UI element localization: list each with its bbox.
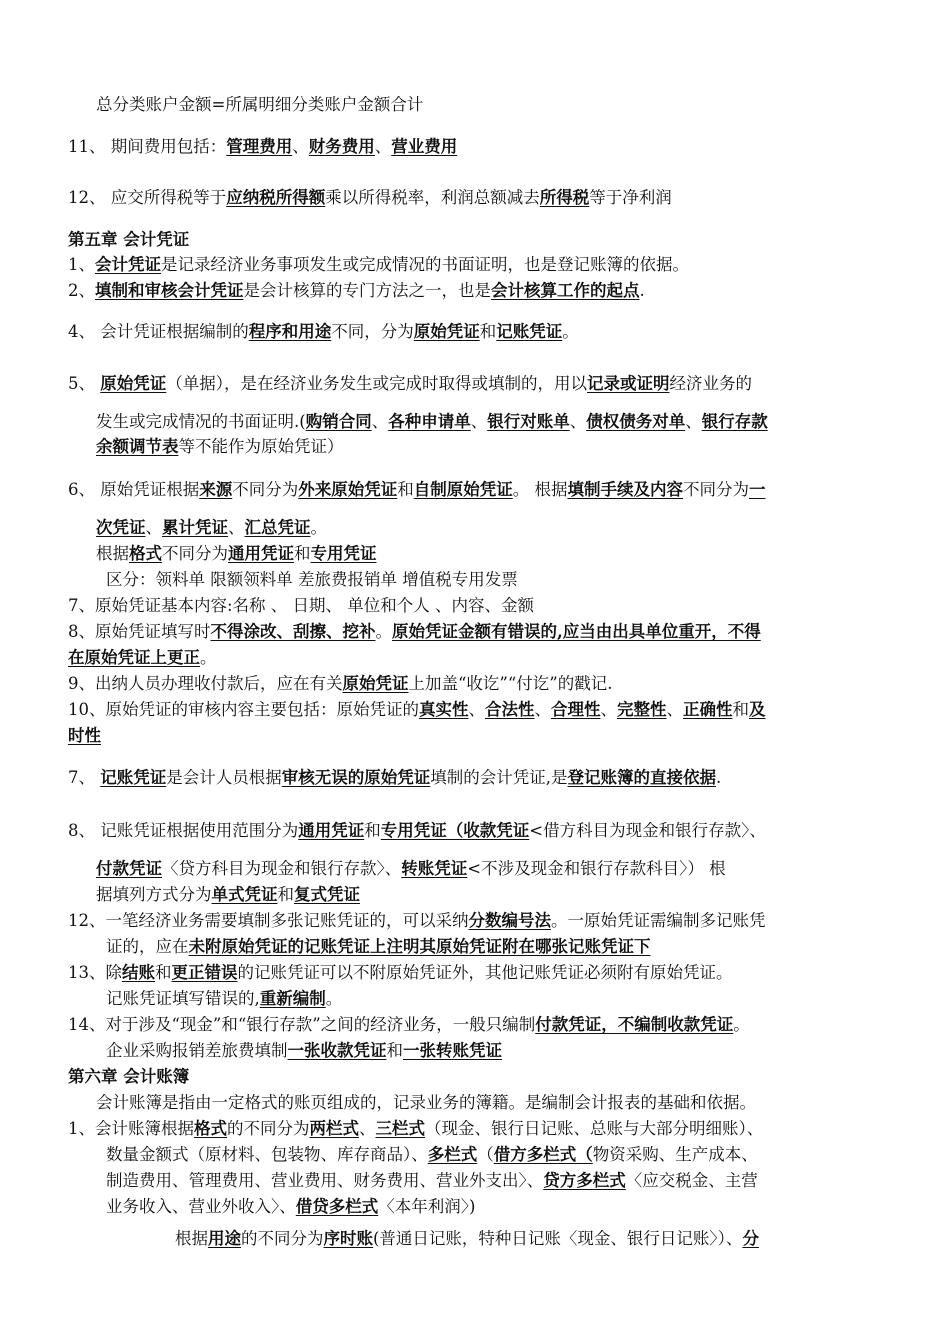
text-segment: 经济业务的 — [669, 374, 752, 393]
underlined-term: 付款凭证 — [96, 859, 162, 878]
text-line — [68, 373, 883, 395]
underlined-term: 复式凭证 — [294, 885, 360, 904]
underlined-term: 借方多栏式（ — [493, 1145, 593, 1164]
text-segment: 12、 应交所得税等于 — [68, 188, 227, 207]
text-line — [68, 962, 883, 984]
text-line — [106, 1040, 921, 1062]
text-line — [68, 595, 883, 617]
text-line — [106, 988, 921, 1010]
text-segment: 、 — [600, 700, 617, 719]
text-line — [68, 321, 883, 343]
underlined-term: 累计凭证 — [162, 518, 228, 537]
text-segment: 区分：领料单 限额领料单 差旅费报销单 增值税专用发票 — [106, 570, 518, 589]
underlined-term: 管理费用 — [226, 137, 293, 156]
text-segment: <借方科目为现金和银行存款〉、 — [529, 821, 766, 840]
text-segment: . — [639, 281, 645, 300]
text-segment: 〈贷方科目为现金和银行存款〉、 — [162, 859, 402, 878]
text-segment: 等不能作为原始凭证） — [178, 437, 344, 456]
underlined-term: 各种申请单 — [388, 412, 471, 431]
underlined-term: 完整性 — [617, 700, 667, 719]
underlined-term: 真实性 — [419, 700, 469, 719]
text-segment: 6、 原始凭证根据 — [68, 480, 200, 499]
text-segment: 物资采购、生产成本、 — [592, 1145, 758, 1164]
text-line — [68, 725, 883, 747]
text-line — [68, 673, 883, 695]
text-segment: （单据），是在经济业务发生或完成时取得或填制的，用以 — [166, 374, 587, 393]
text-line — [106, 936, 921, 958]
text-segment: 和 — [479, 322, 497, 341]
text-segment: 5、 — [68, 374, 101, 393]
text-segment: 根据 — [175, 1229, 208, 1248]
text-segment: 是记录经济业务事项发生或完成情况的书面证明，也是登记账簿的依据。 — [161, 255, 689, 274]
underlined-term: 记账凭证 — [496, 322, 563, 341]
text-segment: 数量金额式（原材料、包装物、库存商品）、 — [106, 1145, 428, 1164]
text-segment: 10、原始凭证的审核内容主要包括：原始凭证的 — [68, 700, 419, 719]
chapter-heading: 第六章 会计账簿 — [68, 1067, 190, 1086]
text-segment: 乘以所得税率，利润总额减去 — [325, 188, 540, 207]
text-segment: 、 — [228, 518, 245, 537]
text-line — [68, 621, 883, 643]
text-segment: 证的，应在 — [106, 937, 189, 956]
underlined-term: 及 — [749, 700, 766, 719]
underlined-term: 登记账簿的直接依据 — [567, 768, 716, 787]
text-segment: 和 — [155, 963, 172, 982]
text-segment: 的不同分为 — [227, 1119, 310, 1138]
underlined-term: 分 — [742, 1229, 759, 1248]
text-segment: 、 — [145, 518, 162, 537]
underlined-term: 一张转账凭证 — [403, 1041, 502, 1060]
text-segment: 会计账簿是指由一定格式的账页组成的，记录业务的簿籍。是编制会计报表的基础和依据。 — [96, 1093, 756, 1112]
text-line — [96, 858, 911, 880]
text-segment: 13、除 — [68, 963, 122, 982]
text-segment: 是会计核算的专门方法之一，也是 — [243, 281, 491, 300]
text-line — [68, 1014, 883, 1036]
text-segment: 等于净利润 — [589, 188, 672, 207]
text-segment: 填制的会计凭证,是 — [430, 768, 568, 787]
underlined-term: 填制和审核会计凭证 — [95, 281, 244, 300]
text-segment: 记账凭证填写错误的, — [106, 989, 260, 1008]
text-segment: 8、 记账凭证根据使用范围分为 — [68, 821, 299, 840]
text-segment: （ — [477, 1145, 494, 1164]
text-segment: (普通日记账，特种日记账〈现金、银行日记账〉）、 — [373, 1229, 743, 1248]
text-segment: 4、 会计凭证根据编制的 — [68, 322, 249, 341]
underlined-term: 格式 — [194, 1119, 227, 1138]
underlined-term: 转账凭证 — [401, 859, 468, 878]
text-segment: 总分类账户金额=所属明细分类账户金额合计 — [96, 95, 424, 114]
text-segment: 〈应交税金、主营 — [625, 1171, 758, 1190]
text-segment: 据填列方式分为 — [96, 885, 212, 904]
text-segment: 是会计人员根据 — [166, 768, 282, 787]
text-segment: 7、 — [68, 768, 101, 787]
text-segment: 、 — [468, 700, 485, 719]
text-line — [106, 1144, 921, 1166]
underlined-term: 三栏式 — [375, 1119, 425, 1138]
text-line — [96, 543, 911, 565]
text-segment: 9、出纳人员办理收付款后，应在有关 — [68, 674, 343, 693]
text-line — [68, 820, 883, 842]
underlined-term: 原始凭证 — [100, 374, 167, 393]
text-line — [96, 517, 911, 539]
text-segment: 不同，分为 — [331, 322, 414, 341]
underlined-term: 付款凭证，不编制收款凭证 — [535, 1015, 734, 1034]
text-segment: 发生或完成情况的书面证明.( — [96, 412, 306, 431]
text-segment: 。 — [562, 322, 579, 341]
text-segment: 。 — [733, 1015, 750, 1034]
text-line — [68, 1066, 883, 1088]
underlined-term: 填制手续及内容 — [567, 480, 683, 499]
text-segment: 。 — [325, 989, 343, 1008]
underlined-term: 会计核算工作的起点 — [491, 281, 640, 300]
underlined-term: 贷方多栏式 — [543, 1171, 626, 1190]
underlined-term: 格式 — [129, 544, 162, 563]
text-segment: 、 — [666, 700, 683, 719]
text-segment: . — [716, 768, 722, 787]
text-segment: 2、 — [68, 281, 95, 300]
text-segment: 、 — [534, 700, 551, 719]
underlined-term: 分数编号法 — [468, 911, 551, 930]
text-segment: 上加盖“收讫”“付讫”的戳记. — [408, 674, 613, 693]
underlined-term: 余额调节表 — [96, 437, 179, 456]
underlined-term: 自制原始凭证 — [413, 480, 513, 499]
text-segment: 不同分为 — [683, 480, 749, 499]
text-segment: 1、 — [68, 255, 95, 274]
text-line — [68, 254, 883, 276]
underlined-term: 通用凭证 — [228, 544, 294, 563]
underlined-term: 记录或证明 — [587, 374, 670, 393]
underlined-term: 多栏式 — [427, 1145, 478, 1164]
text-segment: 。一原始凭证需编制多记账凭 — [551, 911, 766, 930]
chapter-heading: 第五章 会计凭证 — [68, 230, 190, 249]
text-segment: 的不同分为 — [241, 1229, 324, 1248]
underlined-term: 购销合同 — [305, 412, 372, 431]
text-line — [106, 1170, 921, 1192]
text-line — [96, 436, 911, 458]
text-line — [68, 229, 883, 251]
text-segment: 。 — [375, 622, 392, 641]
text-segment: 8、原始凭证填写时 — [68, 622, 211, 641]
text-segment: 14、对于涉及“现金”和“银行存款”之间的经济业务，一般只编制 — [68, 1015, 536, 1034]
text-line — [68, 187, 883, 209]
text-line — [68, 910, 883, 932]
underlined-term: 一张收款凭证 — [287, 1041, 387, 1060]
text-line — [106, 1196, 921, 1218]
text-segment: 、 — [371, 412, 389, 431]
text-segment: 根据 — [96, 544, 129, 563]
underlined-term: 专用凭证 — [310, 544, 377, 563]
underlined-term: 财务费用 — [308, 137, 375, 156]
text-line — [68, 479, 883, 501]
text-segment: 、 — [374, 137, 392, 156]
text-segment: 11、 期间费用包括： — [68, 137, 227, 156]
underlined-term: 营业费用 — [391, 137, 458, 156]
text-segment: 和 — [294, 544, 311, 563]
underlined-term: 汇总凭证 — [244, 518, 311, 537]
text-segment: 、 — [470, 412, 488, 431]
underlined-term: 结账 — [122, 963, 155, 982]
text-segment: 、 — [685, 412, 702, 431]
underlined-term: 审核无误的原始凭证 — [281, 768, 431, 787]
text-segment: 和 — [386, 1041, 403, 1060]
underlined-term: 银行对账单 — [487, 412, 570, 431]
text-line — [68, 1118, 883, 1140]
text-segment: 。 — [310, 518, 327, 537]
underlined-term: 次凭证 — [96, 518, 146, 537]
underlined-term: 不得涂改、刮擦、挖补 — [210, 622, 376, 641]
text-segment: 不同分为 — [232, 480, 299, 499]
text-segment: 。 — [200, 648, 217, 667]
underlined-term: 应纳税所得额 — [226, 188, 326, 207]
text-segment: 不同分为 — [162, 544, 228, 563]
text-line — [68, 767, 883, 789]
underlined-term: 时性 — [68, 726, 101, 745]
underlined-term: 来源 — [199, 480, 233, 499]
text-line — [96, 94, 911, 116]
underlined-term: 更正错误 — [171, 963, 238, 982]
text-segment: 制造费用、管理费用、营业费用、财务费用、营业外支出〉、 — [106, 1171, 544, 1190]
text-line — [68, 136, 883, 158]
text-line — [68, 647, 883, 669]
underlined-term: 序时账 — [323, 1229, 373, 1248]
text-segment: 。 根据 — [512, 480, 568, 499]
underlined-term: 合理性 — [551, 700, 601, 719]
text-segment: 〈本年利润〉) — [378, 1197, 476, 1216]
text-segment: 、 — [292, 137, 309, 156]
underlined-term: 重新编制 — [259, 989, 326, 1008]
text-segment: 企业采购报销差旅费填制 — [106, 1041, 288, 1060]
text-segment: 和 — [364, 821, 381, 840]
text-segment: 7、原始凭证基本内容:名称 、 日期、 单位和个人 、内容、金额 — [68, 596, 535, 615]
text-segment: 、 — [359, 1119, 376, 1138]
text-segment: <不涉及现金和银行存款科目〉） 根 — [467, 859, 726, 878]
text-segment: 业务收入、营业外收入〉、 — [106, 1197, 296, 1216]
underlined-term: 记账凭证 — [100, 768, 167, 787]
underlined-term: 专用凭证（收款凭证 — [380, 821, 530, 840]
underlined-term: 在原始凭证上更正 — [68, 648, 200, 667]
underlined-term: 会计凭证 — [95, 255, 161, 274]
underlined-term: 所得税 — [539, 188, 590, 207]
text-line — [68, 280, 883, 302]
text-segment: （现金、银行日记账、总账与大部分明细账）、 — [425, 1119, 764, 1138]
underlined-term: 银行存款 — [701, 412, 768, 431]
underlined-term: 程序和用途 — [248, 322, 332, 341]
text-segment: 的记账凭证可以不附原始凭证外，其他记账凭证必须附有原始凭证。 — [237, 963, 733, 982]
underlined-term: 单式凭证 — [211, 885, 278, 904]
underlined-term: 通用凭证 — [298, 821, 365, 840]
text-line — [96, 884, 911, 906]
underlined-term: 原始凭证 — [342, 674, 409, 693]
text-line — [96, 411, 911, 433]
text-segment: 和 — [277, 885, 294, 904]
underlined-term: 正确性 — [683, 700, 733, 719]
underlined-term: 借贷多栏式 — [295, 1197, 379, 1216]
text-segment: 和 — [397, 480, 414, 499]
text-line — [96, 1092, 911, 1114]
text-line — [68, 699, 883, 721]
text-segment: 12、一笔经济业务需要填制多张记账凭证的，可以采纳 — [68, 911, 469, 930]
text-segment: 1、会计账簿根据 — [68, 1119, 194, 1138]
underlined-term: 原始凭证 — [413, 322, 480, 341]
underlined-term: 用途 — [208, 1229, 241, 1248]
underlined-term: 债权债务对单 — [586, 412, 686, 431]
text-segment: 和 — [732, 700, 749, 719]
underlined-term: 外来原始凭证 — [298, 480, 398, 499]
text-line — [175, 1228, 950, 1250]
underlined-term: 一 — [749, 480, 766, 499]
underlined-term: 未附原始凭证的记账凭证上注明其原始凭证附在哪张记账凭证下 — [188, 937, 651, 956]
underlined-term: 两栏式 — [309, 1119, 359, 1138]
underlined-term: 合法性 — [485, 700, 535, 719]
text-line — [106, 569, 921, 591]
underlined-term: 原始凭证金额有错误的,应当由出具单位重开，不得 — [392, 622, 761, 641]
text-segment: 、 — [569, 412, 587, 431]
